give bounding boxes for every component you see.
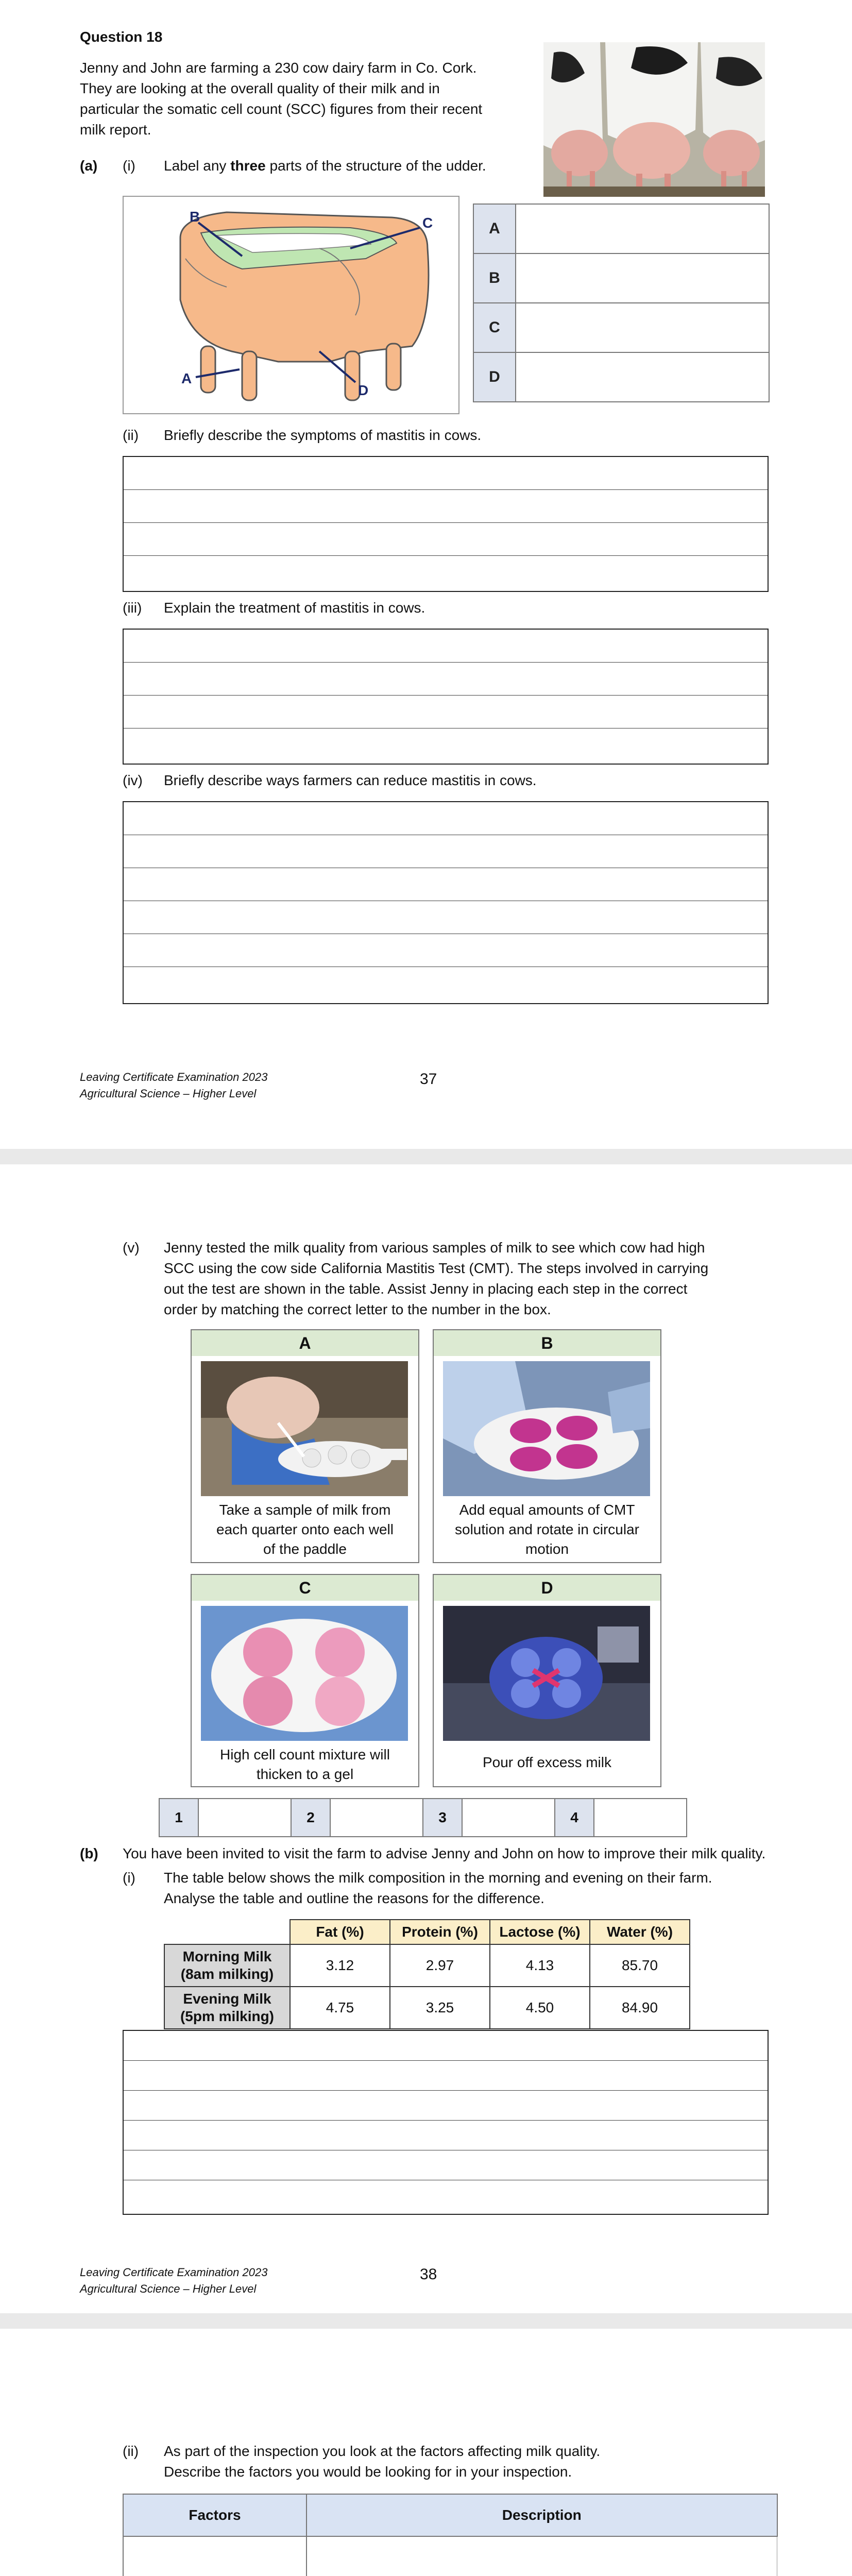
cmt-step-b-caption-2: solution and rotate in circular [455,1521,639,1537]
part-b-i-line-2: Analyse the table and outline the reasons for the difference. [164,1890,544,1906]
cmt-step-b-caption [434,1500,660,1559]
cmt-step-b-caption-3: motion [525,1541,569,1557]
part-a-iv-text: Briefly describe ways farmers can reduce mastitis in cows. [164,772,537,788]
label-key-d: D [473,352,516,402]
order-number-2: 2 [291,1799,330,1837]
intro-line-3: particular the somatic cell count (SCC) figures from their recent [80,101,483,117]
milk-row-label-evening [164,1987,290,2029]
milk-row-label-morning-1: Morning Milk [182,1948,272,1964]
cmt-step-a-photo [201,1361,408,1496]
part-b-label: (b) [80,1845,98,1861]
milk-cell: 85.70 [590,1944,690,1987]
label-key-a: A [473,204,516,253]
part-b-ii-line-2: Describe the factors you would be looking for in your inspection. [164,2464,572,2480]
part-a-v-label: (v) [123,1240,140,1256]
part-b-i-label: (i) [123,1870,135,1886]
cmt-order-answer-table [159,1798,687,1837]
milk-row-label-evening-2: (5pm milking) [180,2008,274,2024]
answer-box-a-ii[interactable] [123,456,769,592]
cmt-step-a-letter: A [192,1330,418,1356]
page-37 [0,0,852,1149]
intro-line-1: Jenny and John are farming a 230 cow dairy farm in Co. Cork. [80,60,477,76]
answer-box-b-i[interactable] [123,2030,769,2215]
footer-line-1: Leaving Certificate Examination 2023 [80,2266,268,2279]
milk-header-fat: Fat (%) [290,1920,390,1944]
order-number-4: 4 [555,1799,594,1837]
footer-line-1: Leaving Certificate Examination 2023 [80,1071,268,1083]
page-number: 38 [420,2266,437,2283]
milk-header-lactose: Lactose (%) [490,1920,590,1944]
cmt-step-a-caption-1: Take a sample of milk from [219,1502,391,1518]
answer-box-a-iii[interactable] [123,629,769,765]
part-a-i-text: Label any three parts of the structure of the udder. [164,158,486,174]
milk-cell: 4.50 [490,1987,590,2029]
footer-line-2: Agricultural Science – Higher Level [80,1087,257,1100]
answer-box-a-iv[interactable] [123,801,769,1004]
milk-row-label-evening-1: Evening Milk [183,1991,271,2007]
page-38 [0,1164,852,2313]
question-title: Question 18 [80,29,163,45]
diagram-letter-c: C [422,215,433,231]
part-a-iii-label: (iii) [123,600,142,616]
cmt-step-a-caption-3: of the paddle [263,1541,347,1557]
milk-row-label-morning-2: (8am milking) [180,1966,274,1982]
milk-row-label-morning [164,1944,290,1987]
cmt-step-b-photo [443,1361,650,1496]
cmt-step-a [191,1329,419,1563]
factor-cell-1[interactable] [123,2536,306,2576]
milk-cell: 3.12 [290,1944,390,1987]
order-number-3: 3 [423,1799,462,1837]
part-b-ii-label: (ii) [123,2443,139,2459]
diagram-letter-b: B [190,209,200,225]
label-key-c: C [473,303,516,352]
part-a-label: (a) [80,158,98,174]
cmt-step-c [191,1574,419,1787]
label-key-b: B [473,253,516,303]
intro-line-2: They are looking at the overall quality of their milk and in [80,80,440,96]
udder-diagram [123,196,459,414]
cmt-step-c-caption [192,1745,418,1784]
footer-line-2: Agricultural Science – Higher Level [80,2282,257,2295]
part-a-ii-label: (ii) [123,427,139,443]
part-a-i-label: (i) [123,158,135,174]
milk-header-water: Water (%) [590,1920,690,1944]
part-a-v-line-4: order by matching the correct letter to the number in the box. [164,1301,551,1317]
cmt-step-d-photo [443,1606,650,1741]
milk-row-morning [164,1944,690,1987]
diagram-letter-a: A [181,370,192,386]
cmt-step-b-letter: B [434,1330,660,1356]
order-answer-2[interactable] [330,1799,423,1837]
page-39 [0,2329,852,2576]
order-answer-1[interactable] [198,1799,291,1837]
milk-cell: 84.90 [590,1987,690,2029]
part-a-v-line-3: out the test are shown in the table. Assist Jenny in placing each step in the correct [164,1281,688,1297]
cmt-step-a-caption [192,1500,418,1559]
label-answer-a[interactable] [516,204,769,253]
cmt-step-c-caption-2: thicken to a gel [256,1766,354,1782]
part-a-ii-text: Briefly describe the symptoms of mastitis in cows. [164,427,482,443]
label-answer-b[interactable] [516,253,769,303]
part-a-iii-text: Explain the treatment of mastitis in cows. [164,600,425,616]
milk-cell: 4.75 [290,1987,390,2029]
milk-cell: 4.13 [490,1944,590,1987]
cmt-step-d-caption [434,1753,660,1772]
description-line[interactable] [306,2536,777,2576]
milk-row-evening [164,1987,690,2029]
cmt-step-d-caption-1: Pour off excess milk [482,1754,612,1770]
part-a-v-line-2: SCC using the cow side California Mastitis Test (CMT). The steps involved in carrying [164,1260,709,1276]
order-answer-4[interactable] [594,1799,687,1837]
milk-composition-table [164,1919,690,2029]
label-answer-d[interactable] [516,352,769,402]
part-b-i-line-1: The table below shows the milk composition in the morning and evening on their farm. [164,1870,712,1886]
milk-header-protein: Protein (%) [390,1920,490,1944]
cmt-step-c-caption-1: High cell count mixture will [220,1747,390,1762]
cmt-step-b-caption-1: Add equal amounts of CMT [459,1502,635,1518]
intro-line-4: milk report. [80,122,151,138]
page-number: 37 [420,1071,437,1088]
milk-cell: 2.97 [390,1944,490,1987]
cmt-step-c-photo [201,1606,408,1741]
description-header: Description [306,2494,777,2536]
cmt-step-c-letter: C [192,1575,418,1601]
cmt-step-d-letter: D [434,1575,660,1601]
cmt-step-b [433,1329,661,1563]
factors-table [123,2494,778,2576]
part-a-v-line-1: Jenny tested the milk quality from various samples of milk to see which cow had high [164,1240,705,1256]
order-answer-3[interactable] [462,1799,555,1837]
cmt-step-d [433,1574,661,1787]
part-b-ii-line-1: As part of the inspection you look at the factors affecting milk quality. [164,2443,601,2459]
cow-udders-photo [543,42,765,197]
factors-header: Factors [123,2494,306,2536]
order-number-1: 1 [159,1799,198,1837]
milk-cell: 3.25 [390,1987,490,2029]
udder-label-table [473,204,770,402]
part-a-iv-label: (iv) [123,772,143,788]
diagram-letter-d: D [358,382,369,398]
cmt-step-a-caption-2: each quarter onto each well [216,1521,394,1537]
part-b-text: You have been invited to visit the farm to advise Jenny and John on how to improve their milk quality. [123,1845,766,1861]
label-answer-c[interactable] [516,303,769,352]
